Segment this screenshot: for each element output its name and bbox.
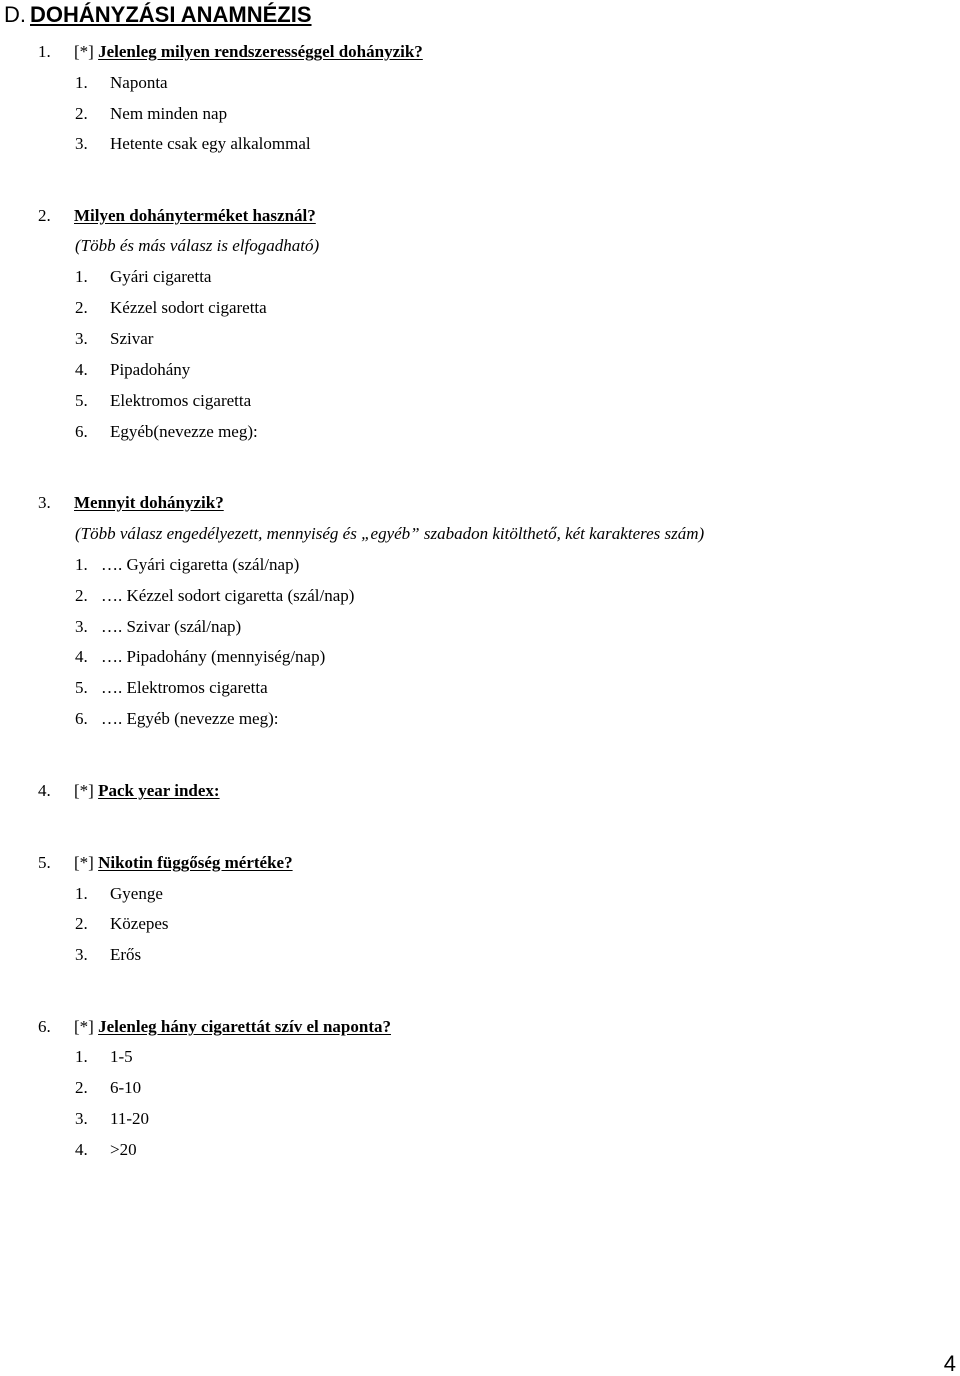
option-number: 3. bbox=[75, 134, 88, 153]
option-item[interactable] bbox=[75, 1078, 141, 1098]
option-label: Gyári cigaretta bbox=[110, 267, 212, 286]
option-item[interactable] bbox=[75, 73, 168, 93]
option-label: Hetente csak egy alkalommal bbox=[110, 134, 311, 153]
option-number: 3. bbox=[75, 1109, 88, 1128]
question-5 bbox=[38, 853, 293, 873]
option-item[interactable] bbox=[75, 945, 141, 965]
option-item[interactable] bbox=[75, 104, 227, 124]
option-label: Elektromos cigaretta bbox=[110, 391, 252, 410]
option-number: 2. bbox=[75, 586, 88, 605]
question-number: 2. bbox=[38, 206, 51, 225]
option-number: 6. bbox=[75, 709, 88, 728]
option-label: …. Gyári cigaretta (szál/nap) bbox=[101, 555, 300, 574]
required-marker: [*] bbox=[74, 1017, 99, 1036]
option-item[interactable] bbox=[75, 555, 299, 575]
option-item[interactable] bbox=[75, 360, 190, 380]
question-3 bbox=[38, 493, 224, 513]
option-number: 1. bbox=[75, 884, 88, 903]
question-6 bbox=[38, 1017, 391, 1037]
option-label: Naponta bbox=[110, 73, 168, 92]
option-item[interactable] bbox=[75, 914, 169, 934]
required-marker: [*] bbox=[74, 781, 99, 800]
option-number: 6. bbox=[75, 422, 88, 441]
option-number: 5. bbox=[75, 391, 88, 410]
question-4 bbox=[38, 781, 220, 801]
option-label: …. Egyéb (nevezze meg): bbox=[101, 709, 279, 728]
option-label: …. Elektromos cigaretta bbox=[101, 678, 268, 697]
option-number: 2. bbox=[75, 104, 88, 123]
option-item[interactable] bbox=[75, 678, 268, 698]
option-item[interactable] bbox=[75, 134, 311, 154]
question-text: Mennyit dohányzik? bbox=[74, 493, 224, 512]
option-label: …. Kézzel sodort cigaretta (szál/nap) bbox=[101, 586, 355, 605]
option-number: 5. bbox=[75, 678, 88, 697]
question-text: Jelenleg milyen rendszerességgel dohányzik? bbox=[98, 42, 423, 61]
option-label: Nem minden nap bbox=[110, 104, 228, 123]
question-text: Nikotin függőség mértéke? bbox=[98, 853, 293, 872]
option-number: 3. bbox=[75, 329, 88, 348]
option-item[interactable] bbox=[75, 884, 163, 904]
option-item[interactable] bbox=[75, 1047, 133, 1067]
option-label: Erős bbox=[110, 945, 142, 964]
required-marker: [*] bbox=[74, 42, 99, 61]
question-text: Jelenleg hány cigarettát szív el naponta? bbox=[98, 1017, 391, 1036]
question-number: 1. bbox=[38, 42, 51, 61]
option-number: 2. bbox=[75, 298, 88, 317]
question-1 bbox=[38, 42, 423, 62]
option-item[interactable] bbox=[75, 1109, 149, 1129]
question-note: (Több és más válasz is elfogadható) bbox=[75, 236, 320, 255]
question-text: Milyen dohányterméket használ? bbox=[74, 206, 316, 225]
option-number: 2. bbox=[75, 1078, 88, 1097]
option-item[interactable] bbox=[75, 329, 153, 349]
option-item[interactable] bbox=[75, 647, 325, 667]
question-number: 5. bbox=[38, 853, 51, 872]
page-number: 4 bbox=[943, 1351, 956, 1376]
option-number: 2. bbox=[75, 914, 88, 933]
option-number: 1. bbox=[75, 73, 88, 92]
option-item[interactable] bbox=[75, 1140, 137, 1160]
option-number: 4. bbox=[75, 1140, 88, 1159]
section-letter: D. bbox=[4, 2, 26, 27]
option-label: 1-5 bbox=[110, 1047, 133, 1066]
option-number: 1. bbox=[75, 267, 88, 286]
option-label: Gyenge bbox=[110, 884, 163, 903]
option-item[interactable] bbox=[75, 267, 211, 287]
question-note: (Több válasz engedélyezett, mennyiség és „egyéb” szabadon kitölthető, két karakteres szám) bbox=[75, 524, 705, 543]
option-label: Szivar bbox=[110, 329, 154, 348]
section-title: DOHÁNYZÁSI ANAMNÉZIS bbox=[30, 2, 312, 27]
question-text: Pack year index: bbox=[98, 781, 220, 800]
option-label: 6-10 bbox=[110, 1078, 142, 1097]
option-label: Pipadohány bbox=[110, 360, 191, 379]
option-item[interactable] bbox=[75, 709, 278, 729]
option-label: Közepes bbox=[110, 914, 169, 933]
option-item[interactable] bbox=[75, 298, 267, 318]
section-heading bbox=[4, 2, 312, 28]
question-number: 4. bbox=[38, 781, 51, 800]
required-marker: [*] bbox=[74, 853, 99, 872]
option-label: Kézzel sodort cigaretta bbox=[110, 298, 267, 317]
option-number: 1. bbox=[75, 555, 88, 574]
option-item[interactable] bbox=[75, 422, 258, 442]
option-label: 11-20 bbox=[110, 1109, 150, 1128]
question-number: 3. bbox=[38, 493, 51, 512]
option-label: …. Pipadohány (mennyiség/nap) bbox=[101, 647, 326, 666]
question-number: 6. bbox=[38, 1017, 51, 1036]
option-number: 4. bbox=[75, 360, 88, 379]
option-label: …. Szivar (szál/nap) bbox=[101, 617, 242, 636]
option-item[interactable] bbox=[75, 391, 251, 411]
option-label: Egyéb(nevezze meg): bbox=[110, 422, 258, 441]
option-item[interactable] bbox=[75, 586, 354, 606]
option-label: >20 bbox=[110, 1140, 137, 1159]
option-item[interactable] bbox=[75, 617, 241, 637]
question-2 bbox=[38, 206, 316, 226]
option-number: 3. bbox=[75, 617, 88, 636]
option-number: 3. bbox=[75, 945, 88, 964]
option-number: 1. bbox=[75, 1047, 88, 1066]
option-number: 4. bbox=[75, 647, 88, 666]
